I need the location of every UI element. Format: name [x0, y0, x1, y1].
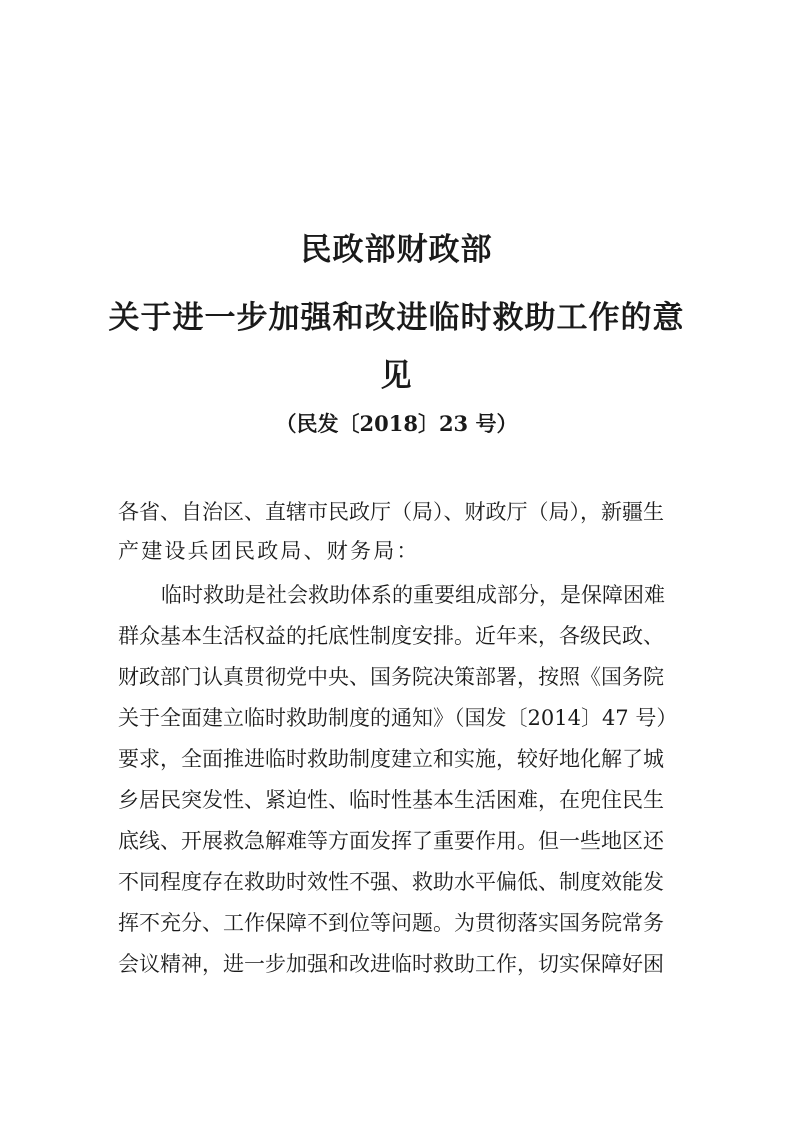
issuer-title: 民政部财政部	[300, 232, 493, 268]
body-paragraph-line: 不同程度存在救助时效性不强、救助水平偏低、制度效能发	[118, 870, 664, 894]
document-number: （民发〔2018〕23 号）	[275, 411, 518, 436]
document-title-line1: 关于进一步加强和改进临时救助工作的意	[108, 300, 685, 336]
document-title-line2: 见	[380, 358, 413, 394]
body-paragraph-line: 关于全面建立临时救助制度的通知》（国发〔2014〕47 号）	[118, 706, 678, 730]
body-paragraph-line: 挥不充分、工作保障不到位等问题。为贯彻落实国务院常务	[118, 911, 664, 935]
salutation-line-1: 各省、自治区、直辖市民政厅（局）、财政厅（局），新疆生	[118, 500, 664, 524]
body-paragraph-line: 财政部门认真贯彻党中央、国务院决策部署，按照《国务院	[118, 665, 664, 689]
body-paragraph-line: 乡居民突发性、紧迫性、临时性基本生活困难，在兜住民生	[118, 788, 664, 812]
body-paragraph-line: 临时救助是社会救助体系的重要组成部分，是保障困难	[161, 583, 665, 607]
body-paragraph-line: 群众基本生活权益的托底性制度安排。近年来，各级民政、	[118, 624, 664, 648]
body-paragraph-line: 底线、开展救急解难等方面发挥了重要作用。但一些地区还	[118, 829, 664, 853]
body-paragraph-line: 会议精神，进一步加强和改进临时救助工作，切实保障好困	[118, 952, 664, 976]
salutation-line-2: 产建设兵团民政局、财务局：	[118, 539, 420, 563]
body-paragraph-line: 要求，全面推进临时救助制度建立和实施，较好地化解了城	[118, 747, 664, 771]
